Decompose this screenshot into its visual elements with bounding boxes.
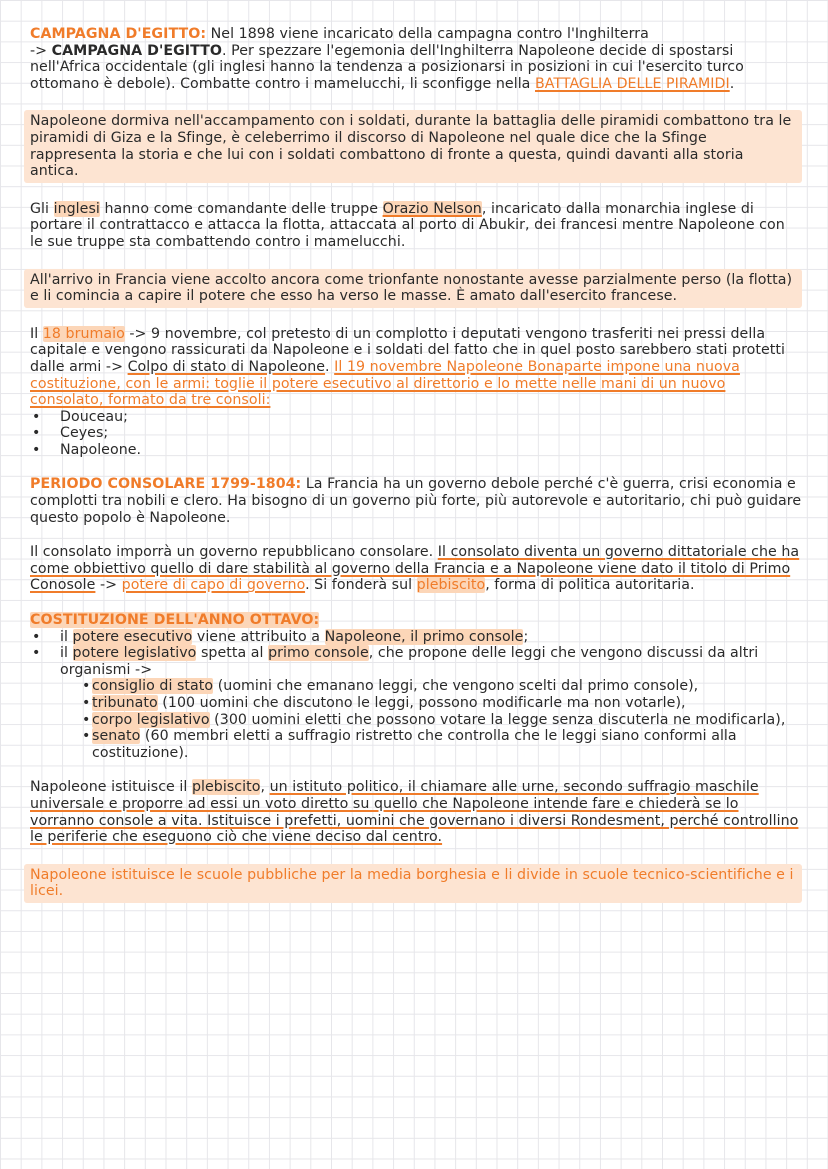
list-item: • tribunato (100 uomini che discutono le leggi, possono modificarle ma non votarle), (30, 695, 802, 712)
keyword-capo-governo: potere di capo di governo (121, 577, 306, 594)
list-item: • corpo legislativo (300 uomini eletti che possono votare la legge senza discuterla ne modificarla), (30, 712, 802, 729)
keyword-battaglia: BATTAGLIA DELLE PIRAMIDI (535, 75, 730, 92)
paragraph-piramidi: Napoleone dormiva nell'accampamento con i soldati, durante la battaglia delle piramidi combattono tra le piramidi di Giza e la Sfinge, è celeberrimo il discorso di Napoleone nel quale dice che la Sfinge rappresenta la storia e che lui con i soldati combattono di fronte a questa, quindi davanti alla storia antica. (24, 110, 802, 182)
heading-campagna-egitto: CAMPAGNA D'EGITTO: (30, 26, 207, 42)
notes-page (30, 26, 802, 921)
paragraph-consolato: Il consolato imporrà un governo repubblicano consolare. Il consolato diventa un governo dittatoriale che ha come obbiettivo quello di dare stabilità al governo della Francia e a Napoleone viene dato il titolo di Primo Conosole -> potere di capo di governo. Si fonderà sul plebiscito, forma di politica autoritaria. (30, 544, 800, 594)
list-item: • il potere legislativo spetta al primo console, che propone delle leggi che vengono discussi da altri organismi -> (30, 645, 802, 678)
keyword-colpo-di-stato: Colpo di stato di Napoleone (127, 358, 326, 375)
keyword-plebiscito: plebiscito (416, 577, 486, 594)
keyword-nelson: Orazio Nelson (382, 200, 482, 217)
keyword-plebiscito-2: plebiscito (191, 779, 261, 796)
paragraph-costituzione (30, 612, 802, 761)
list-item: • Napoleone. (30, 442, 802, 459)
paragraph-campagna-egitto: CAMPAGNA D'EGITTO: Nel 1898 viene incaricato della campagna contro l'Inghilterra -> CAMPAGNA D'EGITTO. Per spezzare l'egemonia dell'Inghilterra Napoleone decide di spostarsi nell'Africa occidentale (gli inglesi hanno la tendenza a posizionarsi in posizioni in cui l'esercito turco ottomano è debole). Combatte contro i mamelucchi, li sconfigge nella BATTAGLIA DELLE PIRAMIDI. (30, 26, 744, 92)
list-item: • Ceyes; (30, 425, 802, 442)
paragraph-nelson: Gli inglesi hanno come comandante delle truppe Orazio Nelson, incaricato dalla monarchia inglese di portare il contrattacco e attacca la flotta, attaccata al porto di Abukir, dei francesi mentre Napoleone con le sue truppe sta combattendo contro i mamelucchi. (30, 200, 785, 250)
list-item: • senato (60 membri eletti a suffragio ristretto che controlla che le leggi siano conformi alla costituzione). (30, 728, 802, 761)
heading-periodo-consolare: PERIODO CONSOLARE 1799-1804: (30, 476, 302, 493)
keyword-inglesi: inglesi (53, 200, 100, 217)
costituzione-list (30, 629, 802, 679)
paragraph-plebiscito: Napoleone istituisce il plebiscito, un istituto politico, il chiamare alle urne, secondo suffragio maschile universale e proporre ad essi un voto diretto su quello che Napoleone intende fare e chiederà se lo vorranno console a vita. Istituisce i prefetti, uomini che governano i diversi Rondesment, perché controllino le periferie che eseguono ciò che viene deciso dal centro. (30, 779, 799, 846)
organismi-list (30, 678, 802, 761)
heading-costituzione: COSTITUZIONE DELL'ANNO OTTAVO: (30, 612, 320, 629)
paragraph-brumaio: Il 18 brumaio -> 9 novembre, col pretesto di un complotto i deputati vengono trasferiti nei pressi della capitale e vengono rassicurati da Napoleone e i soldati del fatto che in quel posto sarebbero stati protetti dalle armi -> Colpo di stato di Napoleone. Il 19 novembre Napoleone Bonaparte impone una nuova costituzione, con le armi: toglie il potere esecutivo al direttorio e lo mette nelle mani di un nuovo consolato, formato da tre consoli: • Douceau; • Ceyes; • Napoleone. (30, 326, 802, 459)
paragraph-periodo-consolare: PERIODO CONSOLARE 1799-1804: La Francia ha un governo debole perché c'è guerra, crisi economia e complotti tra nobili e clero. Ha bisogno di un governo più forte, più autorevole e autoritario, chi può guidare questo popolo è Napoleone. (30, 476, 802, 526)
paragraph-scuole: Napoleone istituisce le scuole pubbliche per la media borghesia e li divide in scuole tecnico-scientifiche e i licei. (24, 864, 802, 903)
list-item: • il potere esecutivo viene attribuito a Napoleone, il primo console; (30, 629, 802, 646)
list-item: • consiglio di stato (uomini che emanano leggi, che vengono scelti dal primo console), (30, 678, 802, 695)
keyword-18-brumaio: 18 brumaio (42, 325, 125, 342)
paragraph-arrivo-francia: All'arrivo in Francia viene accolto ancora come trionfante nonostante avesse parzialmente perso (la flotta) e li comincia a capire il potere che esso ha verso le masse. È amato dall'esercito francese. (24, 269, 802, 308)
list-item: • Douceau; (30, 409, 802, 426)
consoli-list (30, 409, 802, 459)
